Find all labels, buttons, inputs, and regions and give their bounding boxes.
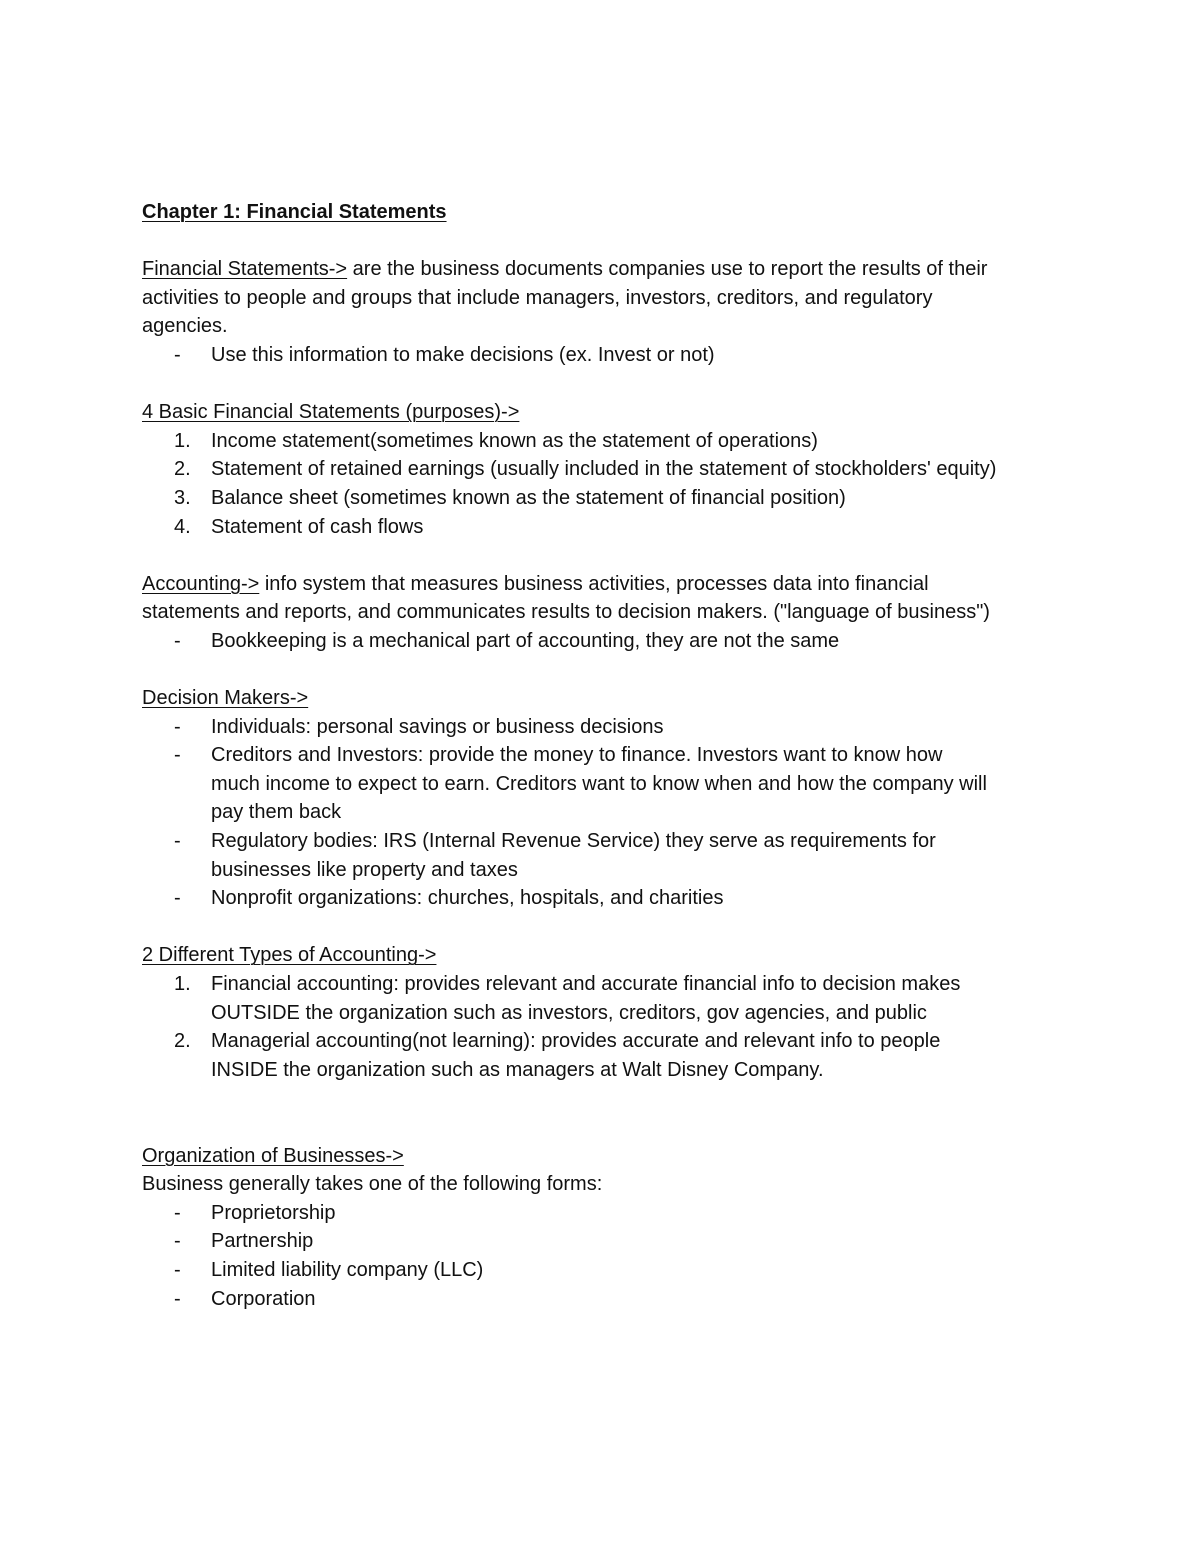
list-item: 1. Income statement(sometimes known as the statement of operations) (174, 429, 818, 452)
list-item: - Limited liability company (LLC) (174, 1258, 484, 1281)
list-item: 1. Financial accounting: provides relevant and accurate financial info to decision makes (174, 973, 961, 996)
list-item: - Bookkeeping is a mechanical part of accounting, they are not the same (174, 629, 840, 652)
list-item: 3. Balance sheet (sometimes known as the statement of financial position) (174, 486, 846, 509)
organization-intro: Business generally takes one of the following forms: (142, 1173, 603, 1196)
document-page: Chapter 1: Financial Statements Financial Statements-> are the business documents companies use to report the results of their activities to people and groups that include managers, investors, creditors, and regulatory agencies. - Use this information to make decisions (ex. Invest or not) 4 Basic Financial Statements (purposes)-> 1. Income statement(sometimes known as the statement of operations) 2. Statement of retained earnings (usually included in the statement of stockholders' equity) 3. Balance sheet (sometimes known as the statement of financial position) 4. Statement of cash flows Accounting-> info system that measures business activities, processes data into financial statements and reports, and communicates results to decision makers. ("language of business") - Bookkeeping is a mechanical part of accounting, they are not the same Decision Makers-> - Individuals: personal savings or business decisions - Creditors and Investors: provide the money to finance. Investors want to know how much income to expect to earn. Creditors want to know when and how the company will pay them back - Regulatory bodies: IRS (Internal Revenue Service) they serve as requirements for businesses like property and taxes - Nonprofit organizations: churches, hospitals, and charities 2 Different Types of Accounting-> 1. Financial accounting: provides relevant and accurate financial info to decision makes OUTSIDE the organization such as investors, creditors, gov agencies, and public 2. Managerial accounting(not learning): provides accurate and relevant info to people INSIDE the organization such as managers at Walt Disney Company. Organization of Businesses-> Business generally takes one of the following forms: - Proprietorship - Partnership - Limited liability company (LLC) - Corporation (142, 198, 1072, 1313)
list-item: 4. Statement of cash flows (174, 515, 424, 538)
list-item: - Regulatory bodies: IRS (Internal Revenue Service) they serve as requirements for (174, 830, 936, 853)
section-heading-decision-makers: Decision Makers-> (142, 687, 309, 710)
section-heading-basic-statements: 4 Basic Financial Statements (purposes)-> (142, 401, 520, 424)
term-financial-statements: Financial Statements-> (142, 258, 348, 281)
list-item: - Creditors and Investors: provide the money to finance. Investors want to know how (174, 744, 943, 767)
accounting-definition: Accounting-> info system that measures business activities, processes data into financial (142, 572, 929, 595)
section-heading-organization: Organization of Businesses-> (142, 1144, 404, 1167)
dash-marker: - (174, 343, 181, 366)
document-title: Chapter 1: Financial Statements (142, 201, 447, 223)
list-item: - Use this information to make decisions (ex. Invest or not) (142, 341, 1072, 370)
list-item: - Corporation (174, 1287, 316, 1310)
list-item: - Nonprofit organizations: churches, hospitals, and charities (174, 887, 724, 910)
list-item: - Individuals: personal savings or business decisions (174, 715, 664, 738)
term-accounting: Accounting-> (142, 572, 260, 595)
financial-statements-definition: Financial Statements-> are the business documents companies use to report the results of their (142, 258, 988, 281)
list-item: 2. Managerial accounting(not learning): provides accurate and relevant info to people (174, 1030, 941, 1053)
list-item: - Partnership (174, 1230, 314, 1253)
list-item: - Proprietorship (174, 1201, 336, 1224)
section-heading-accounting-types: 2 Different Types of Accounting-> (142, 944, 437, 967)
list-item: 2. Statement of retained earnings (usually included in the statement of stockholders' equity) (174, 458, 997, 481)
